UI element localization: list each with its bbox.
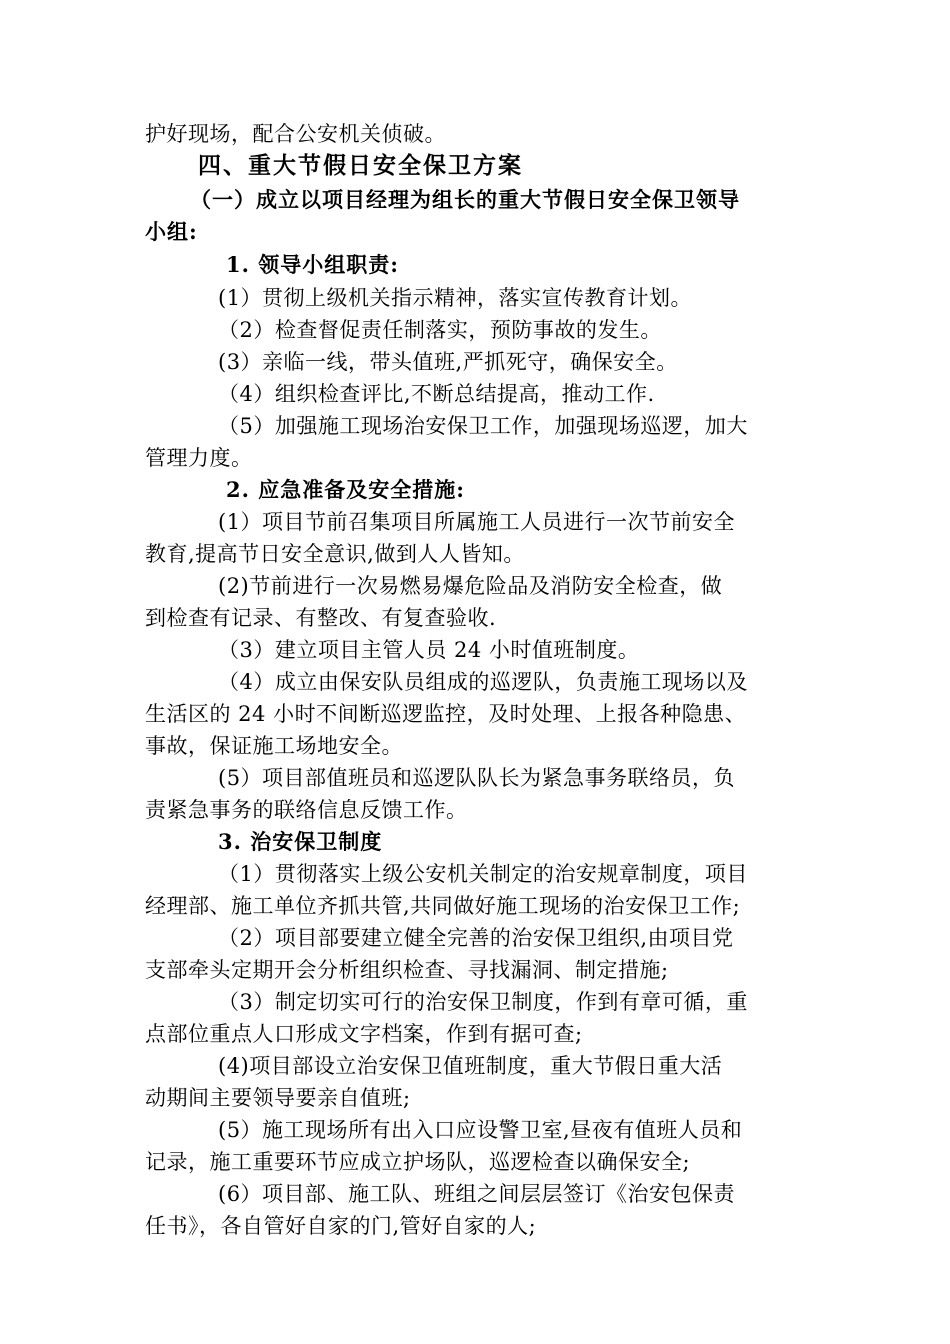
paragraph-line: 支部牵头定期开会分析组织检查、寻找漏洞、制定措施; (145, 958, 669, 982)
paragraph-line: 记录，施工重要环节应成立护场队，巡逻检查以确保安全; (145, 1150, 691, 1174)
paragraph-line: （1）贯彻落实上级公安机关制定的治安规章制度，项目 (218, 862, 748, 886)
paragraph-line: (1）项目节前召集项目所属施工人员进行一次节前安全 (218, 510, 736, 534)
paragraph-line: 点部位重点人口形成文字档案，作到有据可查; (145, 1022, 583, 1046)
paragraph-line: （2）项目部要建立健全完善的治安保卫组织,由项目党 (218, 926, 734, 950)
paragraph-line: (4)项目部设立治安保卫值班制度，重大节假日重大活 (218, 1054, 723, 1078)
paragraph-line: (3）亲临一线，带头值班,严抓死守，确保安全。 (218, 350, 678, 374)
paragraph-line: 生活区的 24 小时不间断巡逻监控，及时处理、上报各种隐患、 (145, 702, 747, 726)
paragraph-line: 经理部、施工单位齐抓共管,共同做好施工现场的治安保卫工作; (145, 894, 741, 918)
paragraph-line: （3）建立项目主管人员 24 小时值班制度。 (218, 638, 640, 662)
paragraph-line: (5）项目部值班员和巡逻队队长为紧急事务联络员，负 (218, 766, 736, 790)
paragraph-line: (5）施工现场所有出入口应设警卫室,昼夜有值班人员和 (218, 1118, 743, 1142)
section-heading: 四、重大节假日安全保卫方案 (198, 152, 523, 179)
paragraph-line: （4）组织检查评比,不断总结提高，推动工作. (218, 382, 655, 406)
item-heading-2: 2. 应急准备及安全措施: (226, 477, 465, 502)
paragraph-line: （3）制定切实可行的治安保卫制度，作到有章可循，重 (218, 990, 748, 1014)
paragraph-line: (1）贯彻上级机关指示精神，落实宣传教育计划。 (218, 286, 693, 310)
item-heading-3: 3. 治安保卫制度 (218, 829, 383, 854)
subsection-heading-cont: 小组: (145, 219, 198, 244)
paragraph-line: (6）项目部、施工队、班组之间层层签订《治安包保责 (218, 1182, 736, 1206)
paragraph-line: （2）检查督促责任制落实，预防事故的发生。 (218, 318, 662, 342)
paragraph-line: 任书》，各自管好自家的门,管好自家的人; (145, 1214, 537, 1238)
paragraph-line: 责紧急事务的联络信息反馈工作。 (145, 798, 468, 822)
paragraph-line: 教育,提高节日安全意识,做到人人皆知。 (145, 542, 525, 566)
paragraph-line: （4）成立由保安队员组成的巡逻队，负责施工现场以及 (218, 670, 748, 694)
paragraph-line: (2)节前进行一次易燃易爆危险品及消防安全检查，做 (218, 574, 723, 598)
subsection-heading: （一）成立以项目经理为组长的重大节假日安全保卫领导 (190, 187, 740, 212)
paragraph-line: 管理力度。 (145, 446, 253, 470)
paragraph-line: （5）加强施工现场治安保卫工作，加强现场巡逻，加大 (218, 414, 748, 438)
paragraph-line: 事故，保证施工场地安全。 (145, 734, 403, 758)
item-heading-1: 1. 领导小组职责: (226, 252, 399, 277)
paragraph-line: 到检查有记录、有整改、有复查验收. (145, 606, 497, 630)
paragraph-line: 动期间主要领导要亲自值班; (145, 1086, 411, 1110)
paragraph-line: 护好现场，配合公安机关侦破。 (145, 122, 446, 146)
